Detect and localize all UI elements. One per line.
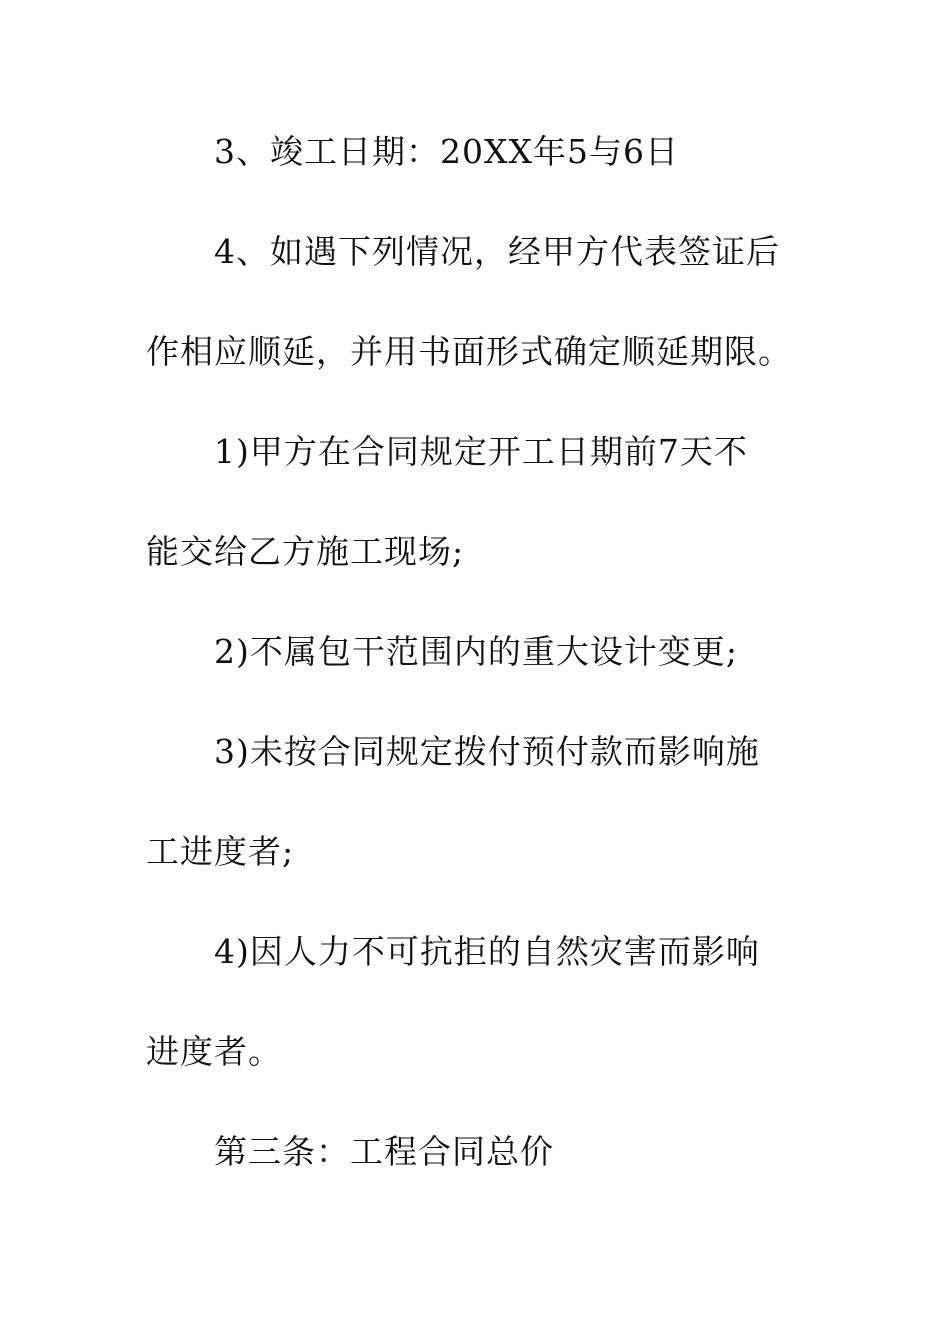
text-line-item-2: 2)不属包干范围内的重大设计变更; [214, 632, 738, 671]
text-line-item-1: 1)甲方在合同规定开工日期前7天不 [214, 432, 748, 471]
section-heading-article-3: 第三条：工程合同总价 [214, 1132, 554, 1171]
text-line-item-3: 3)未按合同规定拨付预付款而影响施 [214, 732, 760, 771]
text-line-item-4-cont: 进度者。 [146, 1032, 282, 1071]
text-line-extension-intro-cont: 作相应顺延，并用书面形式确定顺延期限。 [146, 332, 792, 371]
text-line-item-4: 4)因人力不可抗拒的自然灾害而影响 [214, 932, 760, 971]
text-line-item-3-cont: 工进度者; [146, 832, 295, 871]
text-line-extension-intro: 4、如遇下列情况，经甲方代表签证后 [214, 232, 780, 271]
text-line-completion-date: 3、竣工日期：20XX年5与6日 [214, 132, 679, 171]
text-line-item-1-cont: 能交给乙方施工现场; [146, 532, 465, 571]
